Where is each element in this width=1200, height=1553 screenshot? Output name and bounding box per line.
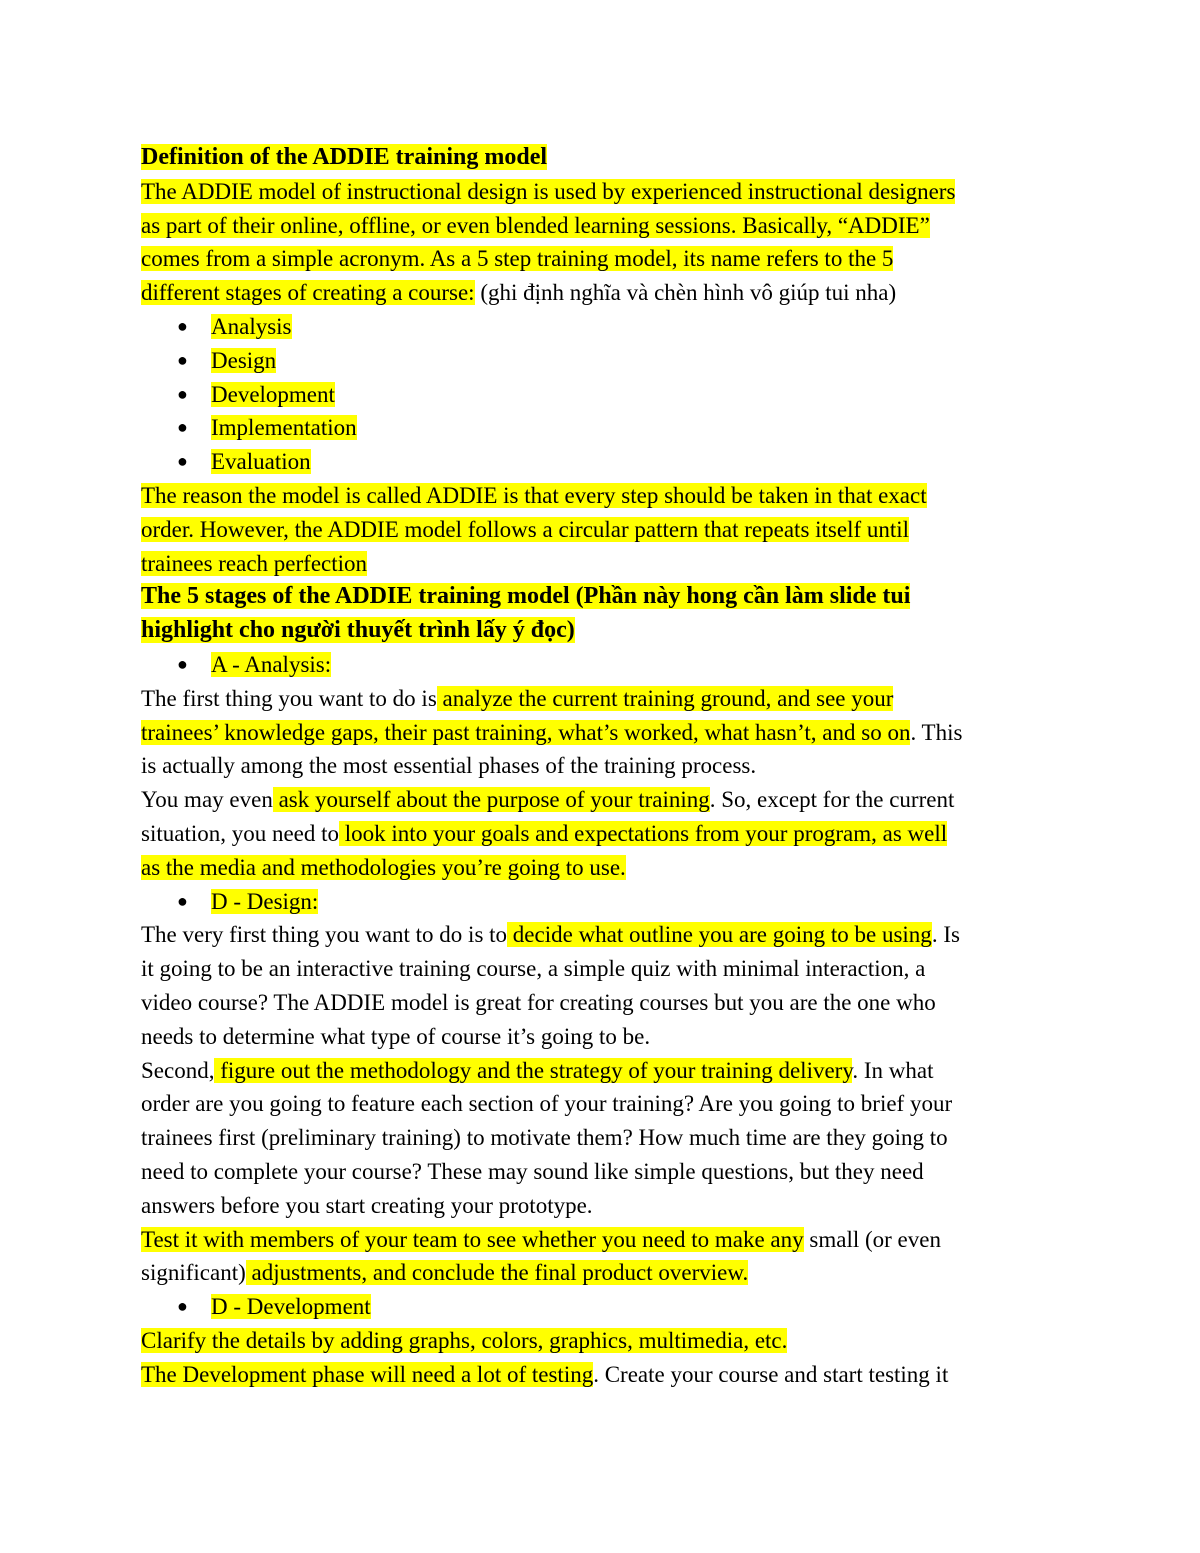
paragraph-line: [141, 1020, 1061, 1054]
list-item-stage: [141, 378, 1061, 412]
text: . This: [910, 719, 963, 745]
bullet-icon: ●: [177, 349, 188, 370]
text: trainees first (preliminary training) to motivate them? How much time are they going to: [141, 1125, 948, 1151]
text: order are you going to feature each section of your training? Are you going to brief your: [141, 1091, 953, 1117]
stage-heading: A - Analysis:: [211, 651, 332, 677]
paragraph-line: [141, 1358, 1061, 1392]
text: video course? The ADDIE model is great for creating courses but you are the one who: [141, 989, 936, 1015]
list-item-stage: [141, 411, 1061, 445]
paragraph-line: [141, 918, 1061, 952]
highlight: different stages of creating a course:: [141, 280, 475, 306]
list-item-stage: [141, 445, 1061, 479]
text: . Is: [931, 922, 960, 948]
bullet-icon: ●: [177, 383, 188, 404]
stage-label: Analysis: [211, 313, 292, 339]
text: answers before you start creating your prototype.: [141, 1192, 593, 1218]
text: small (or even: [803, 1226, 941, 1252]
highlight: Clarify the details by adding graphs, colors, graphics, multimedia, etc.: [141, 1327, 788, 1353]
reason-line: [141, 513, 1061, 547]
text: it going to be an interactive training course, a simple quiz with minimal interaction, a: [141, 956, 926, 982]
paragraph-line: [141, 1087, 1061, 1121]
intro-line: [141, 242, 1061, 276]
highlight: figure out the methodology and the strategy of your training delivery: [214, 1057, 853, 1083]
stage-label: Implementation: [211, 415, 357, 441]
highlight: analyze the current training ground, and see your: [436, 685, 894, 711]
intro-line: [141, 209, 1061, 243]
paragraph-line: [141, 783, 1061, 817]
document-page: [141, 141, 1061, 1391]
text: The first thing you want to do is: [141, 685, 437, 711]
paragraph-line: [141, 716, 1061, 750]
section-title-definition: [141, 141, 1061, 175]
bullet-icon: ●: [177, 451, 188, 472]
paragraph-line: [141, 1223, 1061, 1257]
highlight: Test it with members of your team to see whether you need to make any: [141, 1226, 804, 1252]
intro-line: [141, 175, 1061, 209]
paragraph-line: [141, 1121, 1061, 1155]
paragraph-line: [141, 682, 1061, 716]
stage-label: Evaluation: [211, 449, 311, 475]
highlight: trainees reach perfection: [141, 550, 368, 576]
bullet-icon: ●: [177, 653, 188, 674]
highlight: ask yourself about the purpose of your training: [272, 787, 710, 813]
list-item-development: [141, 1290, 1061, 1324]
stage-label: Design: [211, 347, 277, 373]
paragraph-line: [141, 851, 1061, 885]
highlight: adjustments, and conclude the final product overview.: [245, 1260, 749, 1286]
section-title-stages: [141, 614, 1061, 648]
intro-line: [141, 276, 1061, 310]
list-item-design: [141, 885, 1061, 919]
stage-heading: D - Design:: [211, 888, 319, 914]
text: . Create your course and start testing it: [593, 1361, 949, 1387]
highlight: decide what outline you are going to be using: [507, 922, 932, 948]
list-item-stage: [141, 344, 1061, 378]
paragraph-line: [141, 1256, 1061, 1290]
highlight: comes from a simple acronym. As a 5 step training model, its name refers to the 5: [141, 246, 894, 272]
paragraph-line: [141, 986, 1061, 1020]
paragraph-line: [141, 1324, 1061, 1358]
highlight: The reason the model is called ADDIE is that every step should be taken in that exact: [141, 482, 927, 508]
reason-line: [141, 547, 1061, 581]
reason-line: [141, 479, 1061, 513]
text: needs to determine what type of course it’s going to be.: [141, 1023, 651, 1049]
bullet-icon: ●: [177, 315, 188, 336]
paragraph-line: [141, 749, 1061, 783]
text: . So, except for the current: [709, 787, 955, 813]
bullet-icon: ●: [177, 890, 188, 911]
text: situation, you need to: [141, 820, 340, 846]
text: You may even: [141, 787, 273, 813]
author-note: (ghi định nghĩa và chèn hình vô giúp tui nha): [474, 280, 897, 306]
highlight: The ADDIE model of instructional design is used by experienced instructional designers: [141, 178, 956, 204]
paragraph-line: [141, 1054, 1061, 1088]
stage-heading: D - Development: [211, 1294, 371, 1320]
highlight: look into your goals and expectations from your program, as well: [339, 820, 948, 846]
text: need to complete your course? These may sound like simple questions, but they need: [141, 1158, 924, 1184]
text: The very first thing you want to do is to: [141, 922, 508, 948]
section-title-stages: [141, 580, 1061, 614]
highlight: Definition of the ADDIE training model: [141, 144, 548, 170]
bullet-icon: ●: [177, 417, 188, 438]
paragraph-line: [141, 817, 1061, 851]
highlight: trainees’ knowledge gaps, their past training, what’s worked, what hasn’t, and so on: [141, 719, 911, 745]
text: significant): [141, 1260, 246, 1286]
text: Second,: [141, 1057, 215, 1083]
paragraph-line: [141, 1189, 1061, 1223]
highlight: order. However, the ADDIE model follows a circular pattern that repeats itself until: [141, 516, 910, 542]
text: is actually among the most essential phases of the training process.: [141, 753, 757, 779]
highlight: The 5 stages of the ADDIE training model (Phần này hong cần làm slide tui: [141, 583, 911, 610]
list-item-analysis: [141, 648, 1061, 682]
paragraph-line: [141, 1155, 1061, 1189]
highlight: as part of their online, offline, or even blended learning sessions. Basically, “ADDIE”: [141, 212, 930, 238]
bullet-icon: ●: [177, 1296, 188, 1317]
highlight: The Development phase will need a lot of testing: [141, 1361, 594, 1387]
list-item-stage: [141, 310, 1061, 344]
highlight: as the media and methodologies you’re going to use.: [141, 854, 626, 880]
highlight: highlight cho người thuyết trình lấy ý đọc): [141, 617, 575, 644]
stage-label: Development: [211, 381, 335, 407]
text: . In what: [852, 1057, 934, 1083]
paragraph-line: [141, 952, 1061, 986]
